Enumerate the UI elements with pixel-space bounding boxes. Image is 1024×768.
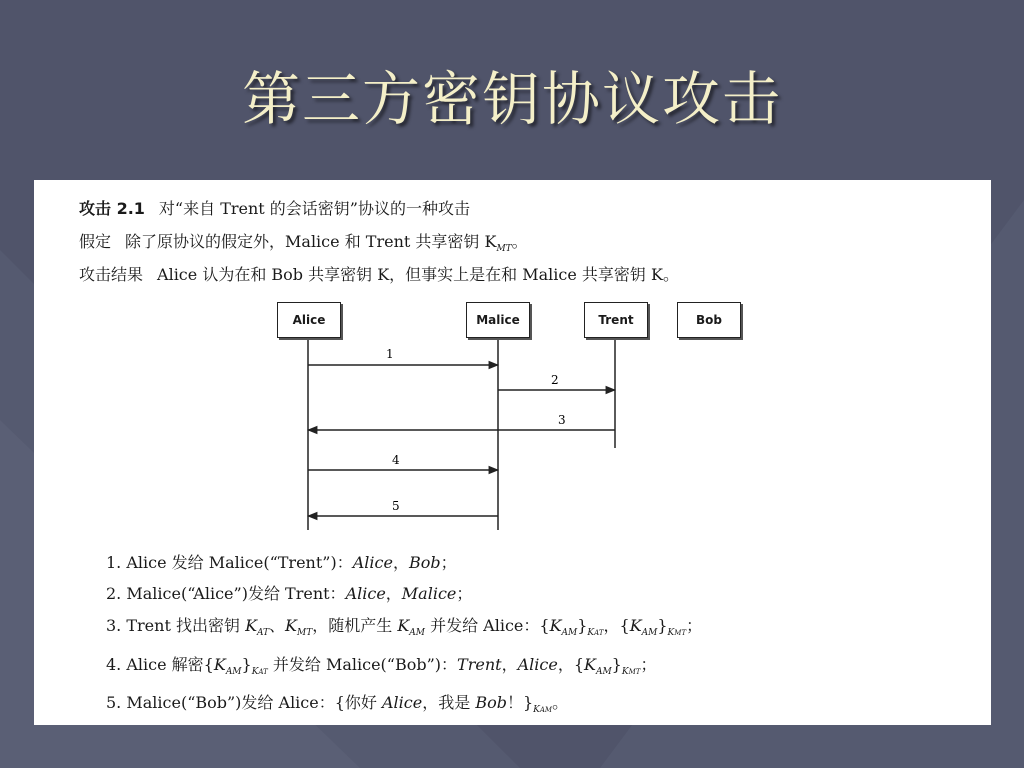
step-text: Alice 解密{ xyxy=(126,655,214,674)
step-italic: Malice xyxy=(401,584,457,603)
step-text: ！} xyxy=(506,693,534,712)
step-number: 3. xyxy=(106,616,122,635)
step-text: ，{ xyxy=(603,616,630,635)
step-number: 1. xyxy=(106,553,122,572)
result-text: Alice 认为在和 Bob 共享密钥 K，但事实上是在和 Malice 共享密钥 K。 xyxy=(157,265,679,284)
assumption-text: 除了原协议的假定外，Malice 和 Trent 共享密钥 K xyxy=(125,232,497,251)
step-italic: K xyxy=(245,616,258,635)
step-sub: AM xyxy=(539,706,553,715)
step-italic: Trent xyxy=(457,655,502,674)
actor-trent: Trent xyxy=(584,302,648,338)
step-italic: K xyxy=(549,616,562,635)
step-text: 、 xyxy=(269,616,286,635)
step-sub: AM xyxy=(409,628,425,639)
message-label-2: 2 xyxy=(551,373,559,387)
step-5 xyxy=(106,690,568,715)
step-text: ， xyxy=(501,655,518,674)
sequence-diagram xyxy=(34,180,991,725)
attack-number: 攻击 2.1 xyxy=(79,199,145,218)
step-sub: K xyxy=(587,628,595,639)
step-sub: K xyxy=(533,705,540,716)
result-label: 攻击结果 xyxy=(79,265,144,284)
step-sub: K xyxy=(251,667,259,678)
step-italic: Bob xyxy=(475,693,507,712)
step-sub: AT xyxy=(258,668,268,677)
step-italic: Alice xyxy=(352,553,393,572)
step-text: } xyxy=(611,655,622,674)
step-number: 4. xyxy=(106,655,122,674)
step-italic: Alice xyxy=(382,693,423,712)
step-sub: AT xyxy=(594,629,604,638)
step-italic: K xyxy=(213,655,226,674)
step-italic: K xyxy=(285,616,297,635)
step-italic: Bob xyxy=(408,553,441,572)
step-text: ； xyxy=(640,655,657,674)
step-sub: AM xyxy=(595,667,612,678)
step-italic: K xyxy=(584,655,596,674)
actor-malice: Malice xyxy=(466,302,530,338)
message-label-3: 3 xyxy=(558,413,566,427)
assumption-end: 。 xyxy=(511,232,528,251)
step-sub: K xyxy=(667,628,675,639)
step-sub: MT xyxy=(628,668,641,677)
step-italic: Alice xyxy=(517,655,558,674)
attack-title: 对“来自 Trent 的会话密钥”协议的一种攻击 xyxy=(158,199,470,218)
step-sub: MT xyxy=(297,628,313,639)
step-text: } xyxy=(577,616,588,635)
step-text: Malice(“Alice”)发给 Trent： xyxy=(126,584,346,603)
step-2 xyxy=(106,581,472,604)
message-label-4: 4 xyxy=(392,453,400,467)
actor-bob: Bob xyxy=(677,302,741,338)
step-text: ， xyxy=(392,553,409,572)
step-text: } xyxy=(657,616,668,635)
assumption-sub: MT xyxy=(496,244,512,255)
step-text: Trent 找出密钥 xyxy=(126,616,246,635)
message-label-5: 5 xyxy=(392,499,400,513)
step-sub: AT xyxy=(257,628,270,639)
slide-title: 第三方密钥协议攻击 xyxy=(241,65,782,133)
step-text: Alice 发给 Malice(“Trent”)： xyxy=(126,553,353,572)
step-3 xyxy=(106,613,702,638)
step-sub: AM xyxy=(225,667,242,678)
step-text: ，我是 xyxy=(422,693,476,712)
step-text: ； xyxy=(440,553,457,572)
step-sub: K xyxy=(621,667,629,678)
step-italic: Alice xyxy=(345,584,386,603)
step-text: ； xyxy=(686,616,703,635)
step-italic: K xyxy=(629,616,642,635)
step-text: ， xyxy=(385,584,402,603)
step-text: 并发给 Malice(“Bob”)： xyxy=(267,655,458,674)
message-label-1: 1 xyxy=(386,347,394,361)
step-1 xyxy=(106,550,457,573)
step-text: 。 xyxy=(552,693,569,712)
step-sub: MT xyxy=(674,629,687,638)
step-italic: K xyxy=(397,616,410,635)
diagram-panel xyxy=(34,180,991,725)
step-sub: AM xyxy=(641,628,658,639)
step-sub: AM xyxy=(561,628,578,639)
step-text: 并发给 Alice：{ xyxy=(424,616,550,635)
step-text: ； xyxy=(456,584,473,603)
step-number: 5. xyxy=(106,693,122,712)
step-number: 2. xyxy=(106,584,122,603)
step-text: } xyxy=(241,655,252,674)
step-text: ，{ xyxy=(557,655,584,674)
step-text: ，随机产生 xyxy=(312,616,398,635)
step-4 xyxy=(106,652,656,677)
assumption-label: 假定 xyxy=(79,232,112,251)
step-text: Malice(“Bob”)发给 Alice：{你好 xyxy=(126,693,382,712)
actor-alice: Alice xyxy=(277,302,341,338)
